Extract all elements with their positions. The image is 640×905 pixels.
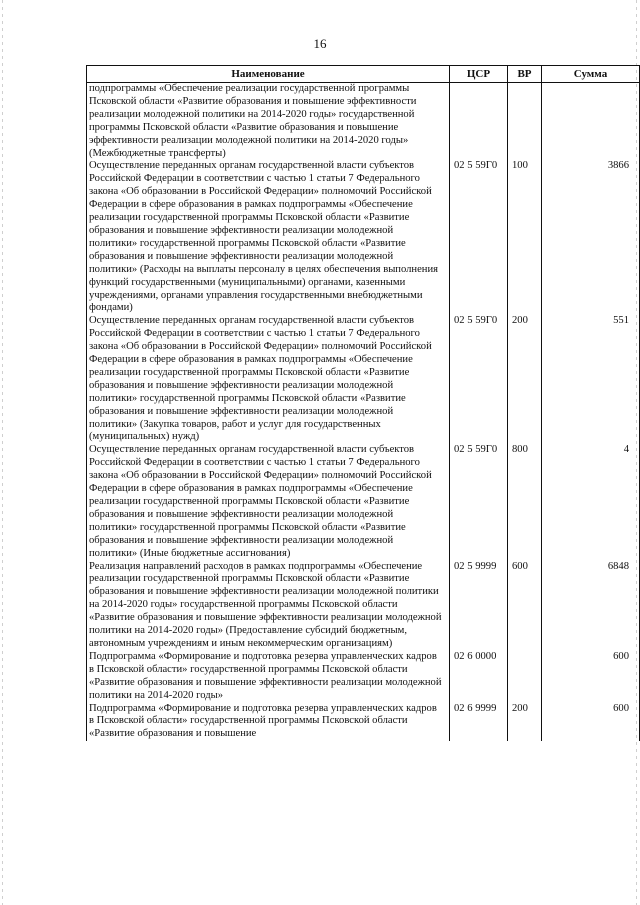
header-sum: Сумма [542,66,640,83]
row-name: подпрограммы «Обеспечение реализации государственной программы Псковской области «Развитие образования и повышение эффективности реализации молодежной политики на 2014-2020 годы» государственной программы Псковской области «Развитие образования и повышение эффективности реализации молодежной политики на 2014-2020 годы» (Межбюджетные трансферты) [87,83,450,161]
row-sum: 600 [542,703,640,742]
row-sum: 3866 [542,160,640,315]
scan-edge-left [2,0,3,905]
row-csr: 02 5 59Г0 [450,444,508,560]
row-vr [508,83,542,161]
row-vr [508,651,542,703]
row-csr: 02 5 9999 [450,561,508,651]
row-sum [542,83,640,161]
row-name: Подпрограмма «Формирование и подготовка резерва управленческих кадров в Псковской области» государственной программы Псковской области «Развитие образования и повышение эффективности реализации молодежной политики на 2014-2020 годы» [87,651,450,703]
header-vr: ВР [508,66,542,83]
row-csr [450,83,508,161]
row-csr: 02 6 9999 [450,703,508,742]
row-name: Осуществление переданных органам государственной власти субъектов Российской Федерации в соответствии с частью 1 статьи 7 Федерального закона «Об образовании в Российской Федерации» полномочий Российской Федерации в сфере образования в рамках подпрограммы «Обеспечение реализации государственной программы Псковской области «Развитие образования и повышение эффективности реализации молодежной политики» государственной программы Псковской области «Развитие образования и повышение эффективности реализации молодежной политики» (Закупка товаров, работ и услуг для государственных (муниципальных) нужд) [87,315,450,444]
row-name: Осуществление переданных органам государственной власти субъектов Российской Федерации в соответствии с частью 1 статьи 7 Федерального закона «Об образовании в Российской Федерации» полномочий Российской Федерации в сфере образования в рамках подпрограммы «Обеспечение реализации государственной программы Псковской области «Развитие образования и повышение эффективности реализации молодежной политики» государственной программы Псковской области «Развитие образования и повышение эффективности реализации молодежной политики» (Расходы на выплаты персоналу в целях обеспечения выполнения функций государственными (муниципальными) органами, казенными учреждениями, органами управления государственными внебюджетными фондами) [87,160,450,315]
row-vr: 600 [508,561,542,651]
table-row [87,315,640,444]
row-vr: 100 [508,160,542,315]
table-row [87,160,640,315]
row-sum: 6848 [542,561,640,651]
budget-table [86,65,640,741]
row-csr: 02 6 0000 [450,651,508,703]
row-name: Осуществление переданных органам государственной власти субъектов Российской Федерации в соответствии с частью 1 статьи 7 Федерального закона «Об образовании в Российской Федерации» полномочий Российской Федерации в сфере образования в рамках подпрограммы «Обеспечение реализации государственной программы Псковской области «Развитие образования и повышение эффективности реализации молодежной политики» государственной программы Псковской области «Развитие образования и повышение эффективности реализации молодежной политики» (Иные бюджетные ассигнования) [87,444,450,560]
table-row [87,561,640,651]
header-name: Наименование [87,66,450,83]
row-name: Реализация направлений расходов в рамках подпрограммы «Обеспечение реализации государственной программы Псковской области «Развитие образования и повышение эффективности реализации молодежной политики на 2014-2020 годы» государственной программы Псковской области «Развитие образования и повышение эффективности реализации молодежной политики на 2014-2020 годы» (Предоставление субсидий бюджетным, автономным учреждениям и иным некоммерческим организациям) [87,561,450,651]
row-sum: 4 [542,444,640,560]
header-csr: ЦСР [450,66,508,83]
table-row [87,651,640,703]
row-vr: 200 [508,315,542,444]
row-sum: 600 [542,651,640,703]
row-vr: 200 [508,703,542,742]
page-number: 16 [313,36,327,51]
table-row [87,83,640,161]
row-vr: 800 [508,444,542,560]
table-row [87,703,640,742]
table-row [87,444,640,560]
row-csr: 02 5 59Г0 [450,160,508,315]
table-header-row [87,66,640,83]
row-name: Подпрограмма «Формирование и подготовка резерва управленческих кадров в Псковской области» государственной программы Псковской области «Развитие образования и повышение [87,703,450,742]
row-sum: 551 [542,315,640,444]
row-csr: 02 5 59Г0 [450,315,508,444]
